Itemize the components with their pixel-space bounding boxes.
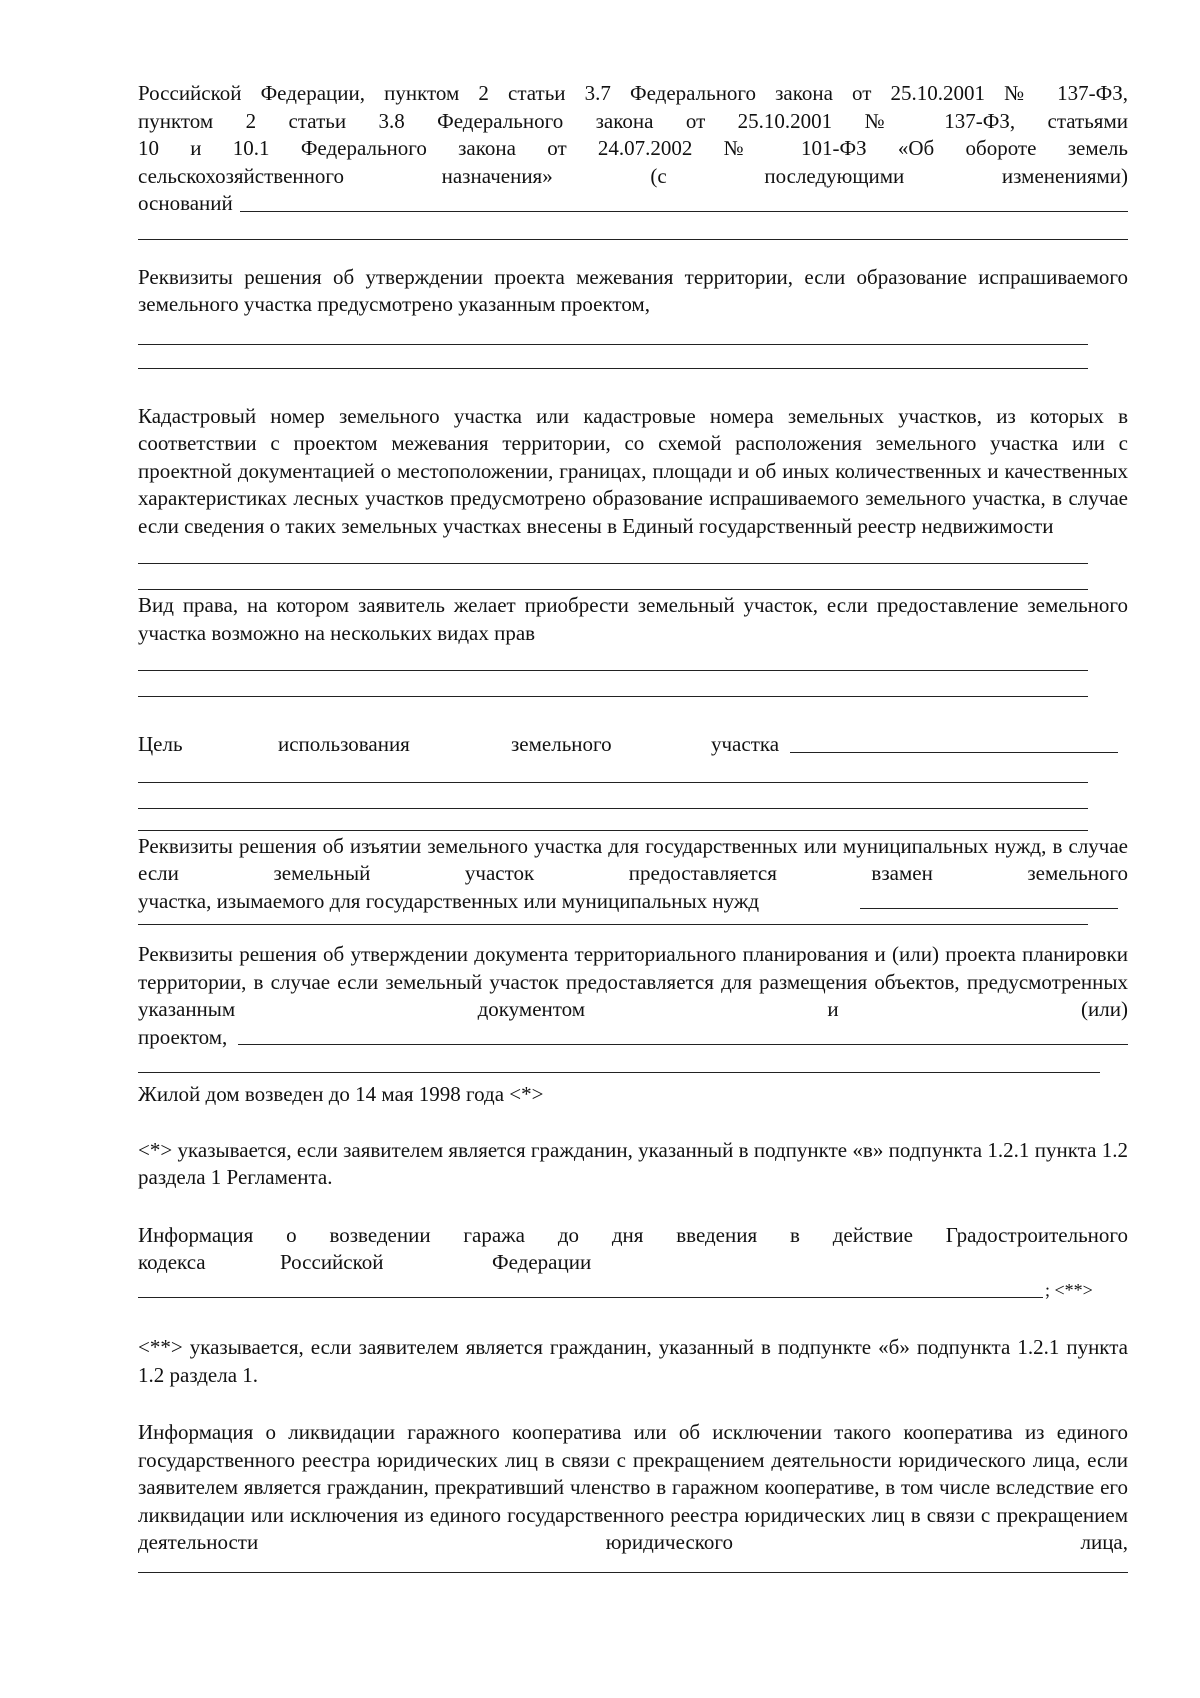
seizure-section [138,833,1128,928]
purpose-section [138,731,1128,833]
seizure-blank-line[interactable] [138,915,1128,927]
survey-project-section [138,264,1128,371]
basis-line-2: пунктом 2 статьи 3.8 Федерального закона от 25.10.2001 № 137-ФЗ, статьями [138,108,1128,133]
garage-text: Информация о возведении гаража до дня введения в действие Градостроительного [138,1222,1128,1247]
right-type-text: Вид права, на котором заявитель желает приобрести земельный участок, если предоставление земельного участка возможно на нескольких видах прав [138,593,1128,645]
purpose-fill-line[interactable] [790,752,1118,753]
basis-tail-label: оснований [138,190,235,218]
garage-fill-line-row [138,1277,1128,1305]
territorial-section [138,941,1128,1075]
territorial-last-line [138,1024,1128,1052]
territorial-last-label: проектом, [138,1024,229,1052]
cadastral-blank-line-1[interactable] [138,540,1128,566]
garage-fill-line[interactable] [138,1297,1043,1298]
basis-blank-line[interactable] [138,218,1128,244]
territorial-blank-line[interactable] [138,1051,1128,1075]
cooperative-blank-line[interactable] [138,1557,1128,1575]
territorial-text: Реквизиты решения об утверждении документа территориального планирования и (или) проекта планировки территории, в случае если земельный участок предоставляется для размещения объектов, предусмотренных указанным документом и (или) [138,942,1128,1021]
purpose-line [138,731,1128,759]
basis-line-1: Российской Федерации, пунктом 2 статьи 3.7 Федерального закона от 25.10.2001 № 137-ФЗ, [138,81,1128,105]
cadastral-section [138,403,1128,593]
purpose-word-2: использования [278,732,410,756]
purpose-blank-line-2[interactable] [138,785,1128,811]
purpose-blank-line-3[interactable] [138,811,1128,833]
territorial-fill-line[interactable] [238,1044,1128,1045]
garage-section [138,1222,1128,1305]
garage-word-1: кодекса [138,1250,206,1274]
cooperative-text: Информация о ликвидации гаражного кооператива или об исключении такого кооператива из единого государственного реестра юридических лиц в связи с прекращением деятельности юридического лица, если заявителем является гражданин, прекративший членство в гаражном кооперативе, в том числе вследствие его ликвидации или исключения из единого государственного реестра юридических лиц в связи с прекращением деятельности юридического лица, [138,1420,1128,1554]
basis-line-3: 10 и 10.1 Федерального закона от 24.07.2002 № 101-ФЗ «Об обороте земель [138,136,1128,160]
seizure-fill-line[interactable] [860,908,1118,909]
seizure-text: Реквизиты решения об изъятии земельного участка для государственных или муниципальных нужд, в случае если земельный участок предоставляется взамен земельного [138,833,1128,885]
house-statement: Жилой дом возведен до 14 мая 1998 года <*> [138,1082,544,1106]
seizure-last-line [138,888,1128,916]
garage-mark: ; <**> [1045,1279,1093,1300]
right-type-blank-line-2[interactable] [138,673,1128,699]
right-type-section [138,592,1128,699]
footnote-1: <*> указывается, если заявителем является гражданин, указанный в подпункте «в» подпункта 1.2.1 пункта 1.2 раздела 1 Регламента. [138,1137,1128,1189]
purpose-word-3: земельного [511,732,612,756]
right-type-blank-line-1[interactable] [138,647,1128,673]
basis-line-4: сельскохозяйственного назначения» (с последующими изменениями) [138,163,1128,188]
survey-blank-line-2[interactable] [138,345,1128,371]
purpose-word-4: участка [711,732,780,756]
basis-fill-line[interactable] [240,211,1128,212]
footnote-2: <**> указывается, если заявителем является гражданин, указанный в подпункте «б» подпункта 1.2.1 пункта 1.2 раздела 1. [138,1335,1128,1387]
basis-tail-line [138,190,1128,218]
cadastral-blank-line-2[interactable] [138,566,1128,592]
cooperative-section [138,1419,1128,1575]
survey-project-text: Реквизиты решения об утверждении проекта межевания территории, если образование испрашиваемого земельного участка предусмотрено указанным проектом, [138,264,1128,316]
purpose-word-1: Цель [138,732,183,756]
document-page [138,80,1128,1575]
garage-words-line [138,1249,1128,1277]
garage-word-2: Российской [280,1250,384,1274]
garage-word-3: Федерации [492,1250,592,1274]
cadastral-text: Кадастровый номер земельного участка или кадастровые номера земельных участков, из которых в соответствии с проектом межевания территории, со схемой расположения земельного участка или с проектной документацией о местоположении, границах, площади и об иных количественных и качественных характеристиках лесных участков предусмотрено образование испрашиваемого земельного участка, в случае если сведения о таких земельных участках внесены в Единый государственный реестр недвижимости [138,403,1128,538]
survey-blank-line-1[interactable] [138,319,1128,345]
purpose-blank-line-1[interactable] [138,759,1128,785]
seizure-last-label: участка, изымаемого для государственных или муниципальных нужд [138,888,761,916]
basis-section [138,80,1128,244]
